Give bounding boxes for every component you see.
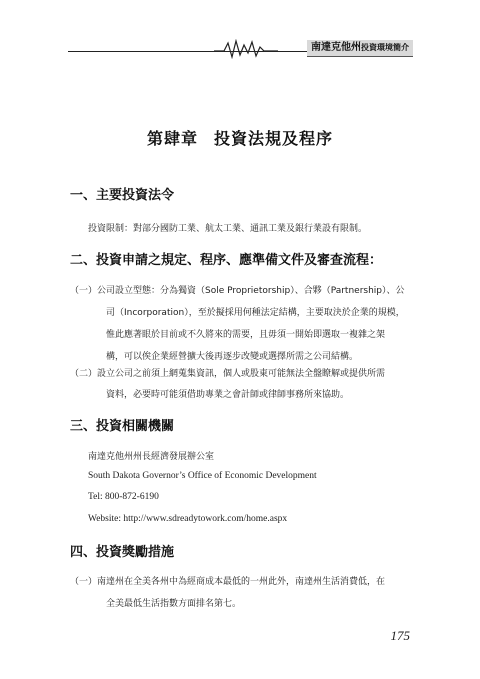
section-2-item-2-line-2: 資料，必要時可能須借助專業之會計師或律師事務所來協助。 — [106, 390, 350, 400]
section-4-item-1-line-1: （一）南達州在全美各州中為經商成本最低的一州此外，南達州生活消費低，在 — [70, 577, 386, 587]
section-heading-2: 二、投資申請之規定、程序、應準備文件及審查流程： — [70, 253, 383, 268]
section-2-item-1-line-2: 司（Incorporation），至於擬採用何種法定結構，主要取決於企業的規模， — [106, 308, 405, 318]
page-number: 175 — [390, 628, 410, 643]
agency-website: Website: http://www.sdreadytowork.com/home.aspx — [88, 514, 288, 524]
chapter-number: 第肆章 — [146, 129, 198, 148]
section-heading-3: 三、投資相關機關 — [70, 419, 175, 434]
agency-name-chinese: 南達克他州州長經濟發展辦公室 — [88, 452, 215, 462]
section-4-item-1-line-2: 全美最低生活指數方面排名第七。 — [106, 599, 242, 609]
section-1-body: 投資限制：對部分國防工業、航太工業、通訊工業及銀行業設有限制。 — [88, 224, 368, 234]
header-title-main: 南達克他州 — [311, 42, 361, 53]
section-2-item-2-line-1: （二）設立公司之前須上網蒐集資訊，個人或股東可能無法全盤瞭解或提供所需 — [70, 369, 386, 379]
running-header — [68, 36, 413, 60]
header-title-sub: 投資環境簡介 — [361, 43, 409, 52]
agency-name-english: South Dakota Governor’s Office of Economic Development — [88, 471, 317, 481]
chapter-title — [0, 126, 480, 149]
section-heading-1: 一、主要投資法令 — [70, 188, 175, 203]
section-2-item-1-line-1: （一）公司設立型態：分為獨資（Sole Proprietorship）、合夥（Partnership）、公 — [70, 286, 405, 296]
agency-telephone: Tel: 800-872-6190 — [88, 492, 159, 502]
header-title-tab — [307, 40, 413, 57]
chapter-name: 投資法規及程序 — [214, 129, 334, 148]
heartbeat-line-icon — [214, 39, 278, 59]
section-2-item-1-line-4: 構，可以俟企業經營擴大後再逐步改變或選擇所需之公司結構。 — [106, 352, 359, 362]
section-2-item-1-line-3: 惟此應著眼於目前或不久將來的需要，且毋須一開始即選取一複雜之架 — [106, 330, 386, 340]
section-heading-4: 四、投資獎勵措施 — [70, 545, 175, 560]
